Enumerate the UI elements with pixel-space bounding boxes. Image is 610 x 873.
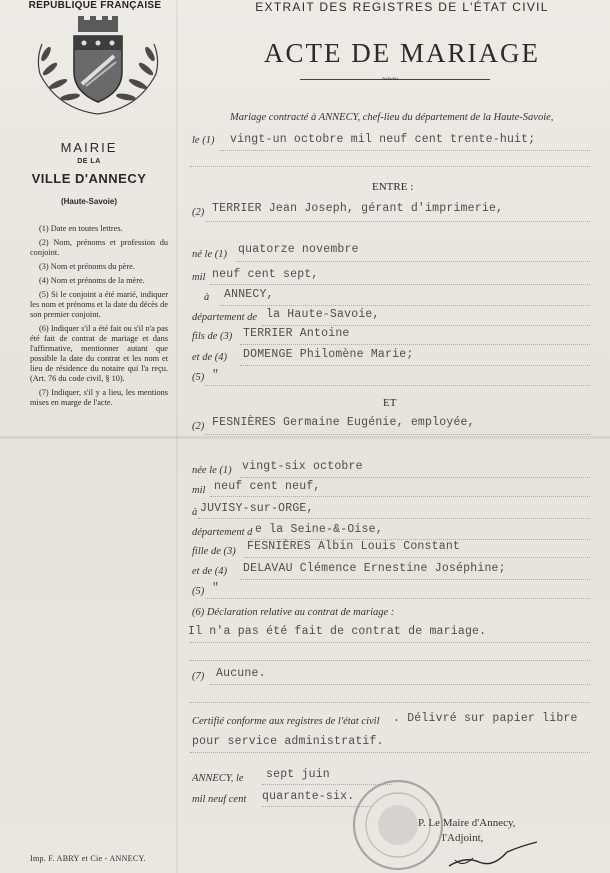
groom-name: TERRIER Jean Joseph, gérant d'imprimerie, [212,202,504,215]
dotted-rule [205,221,590,222]
bride-mother-label: et de (4) [192,566,227,577]
groom-place-label: à [204,292,210,303]
department-label: (Haute-Savoie) [60,197,117,206]
signature-title: P. Le Maire d'Annecy, [418,817,516,829]
bride-name: FESNIÈRES Germaine Eugénie, employée, [212,416,475,429]
signature-scribble-icon [445,838,540,870]
dotted-rule [190,702,590,703]
service-text: pour service administratif. [192,735,384,748]
dotted-rule [220,150,590,151]
signature-role: l'Adjoint, [442,832,484,844]
dotted-rule [210,284,590,285]
dotted-rule [190,166,590,167]
date-label: le (1) [192,135,215,146]
footnote: (4) Nom et prénoms de la mère. [39,276,145,285]
bride-prev-spouse: " [212,582,220,595]
dotted-rule [220,305,590,306]
footnotes [30,224,168,412]
bride-father-label: fille de (3) [192,546,236,557]
entre-label: ENTRE : [372,181,414,193]
printer-imprint: Imp. F. ABRY et Cie - ANNECY. [30,854,146,863]
bride-birth-date: vingt-six octobre [242,460,363,473]
mentions-text: Aucune. [216,667,266,680]
footnote: (3) Nom et prénoms du père. [39,262,135,271]
groom-birth-place: ANNECY, [224,288,274,301]
groom-birth-dept: la Haute-Savoie, [266,308,380,321]
footnote: (1) Date en toutes lettres. [39,224,123,233]
groom-birth-date: quatorze novembre [238,243,359,256]
groom-mil-label: mil [192,272,206,283]
document-title: ACTE DE MARIAGE [264,38,540,68]
dotted-rule [205,598,590,599]
groom-father: TERRIER Antoine [243,327,350,340]
groom-birth-label: né le (1) [192,249,227,260]
dotted-rule [210,496,590,497]
groom-mother-label: et de (4) [192,352,227,363]
dotted-rule [190,752,590,753]
bride-mother: DELAVAU Clémence Ernestine Joséphine; [243,562,506,575]
flourish-icon: ~~~ [382,74,399,85]
dotted-rule [190,660,590,661]
contract-label: (6) Déclaration relative au contrat de mariage : [192,607,395,618]
et-label: ET [383,397,397,409]
dotted-rule [235,261,590,262]
bride-place-label: à [192,507,198,518]
contract-text: Il n'a pas été fait de contrat de mariage. [188,625,487,638]
dotted-rule [240,579,590,580]
groom-mother: DOMENGE Philomène Marie; [243,348,414,361]
dotted-rule [198,518,590,519]
footnote: (7) Indiquer, s'il y a lieu, les mentions mises en marge de l'acte. [30,388,168,407]
dotted-rule [190,642,590,643]
certifie-text: Certifié conforme aux registres de l'état civil [192,716,380,727]
bride-prev-label: (5) [192,586,205,597]
dotted-rule [240,344,590,345]
groom-prev-spouse: " [212,369,220,382]
footnote: (2) Nom, prénoms et profession du conjoint. [30,238,168,257]
dotted-rule [205,434,590,435]
left-column [0,0,178,873]
dotted-rule [262,325,590,326]
issue-mil-label: mil neuf cent [192,794,247,805]
groom-birth-year: neuf cent sept, [212,268,319,281]
bride-birth-dept: e la Seine-&-Oise, [255,523,383,536]
marriage-date: vingt-un octobre mil neuf cent trente-huit; [230,133,536,146]
annecy-coat-of-arms-icon [28,14,168,118]
footnote: (5) Si le conjoint a été marié, indiquer les nom et prénoms et la date du décès de son premier conjoint. [30,290,168,319]
mentions-label: (7) [192,671,205,682]
de-la-label: DE LA [77,158,101,165]
bride-mil-label: mil [192,485,206,496]
republic-header: RÉPUBLIQUE FRANÇAISE [28,0,162,11]
dotted-rule [210,684,590,685]
intro-text: Mariage contracté à ANNECY, chef-lieu du département de la Haute-Savoie, [230,112,554,123]
mairie-label: MAIRIE [60,140,118,155]
bride-birth-year: neuf cent neuf, [214,480,321,493]
dotted-rule [244,557,590,558]
groom-label: (2) [192,207,205,218]
bride-label: (2) [192,421,205,432]
bride-birth-label: née le (1) [192,465,232,476]
issue-place-label: ANNECY, le [192,773,244,784]
issue-year: quarante-six. [262,790,355,803]
dotted-rule [240,365,590,366]
groom-father-label: fils de (3) [192,331,233,342]
dotted-rule [205,385,590,386]
issue-date: sept juin [266,768,330,781]
bride-father: FESNIÈRES Albin Louis Constant [247,540,461,553]
dotted-rule [240,477,590,478]
bride-dept-label: département d [192,527,253,538]
bride-birth-place: JUVISY-sur-ORGE, [200,502,314,515]
delivre-text: . Délivré sur papier libre [393,712,578,725]
extrait-header: EXTRAIT DES REGISTRES DE L'ÉTAT CIVIL [255,0,549,14]
footnote: (6) Indiquer s'il a été fait ou s'il n'a pas été fait de contrat de mariage et dans l'affirmative, mentionner autant que possible la date du contrat et les nom et lieu de résidence du notaire qui l'a reçu. (Art. 76 du code civil, § 10). [30,324,168,383]
groom-prev-label: (5) [192,372,205,383]
groom-dept-label: département de [192,312,258,323]
ville-label: VILLE D'ANNECY [31,171,147,186]
